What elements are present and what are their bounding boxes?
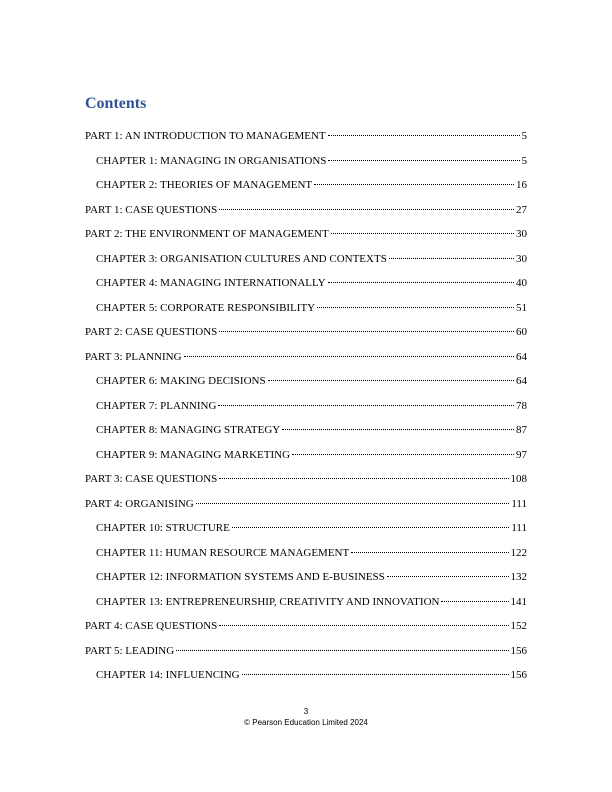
toc-entry-title: CHAPTER 13: ENTREPRENEURSHIP, CREATIVITY AND INNOVATION bbox=[96, 595, 440, 608]
toc-part-entry[interactable] bbox=[85, 124, 527, 149]
toc-part-entry[interactable] bbox=[85, 222, 527, 247]
toc-dot-leader bbox=[328, 160, 519, 161]
toc-entry-page-number: 87 bbox=[516, 424, 527, 436]
toc-dot-leader bbox=[268, 380, 514, 381]
toc-entry-title: CHAPTER 6: MAKING DECISIONS bbox=[96, 375, 266, 387]
toc-dot-leader bbox=[387, 576, 509, 577]
toc-dot-leader bbox=[196, 503, 510, 504]
toc-entry-page-number: 30 bbox=[516, 252, 527, 265]
toc-dot-leader bbox=[328, 282, 514, 283]
toc-entry-page-number: 152 bbox=[510, 620, 527, 632]
toc-part-entry[interactable] bbox=[85, 345, 527, 370]
toc-chapter-entry[interactable] bbox=[85, 663, 527, 688]
toc-dot-leader bbox=[351, 552, 508, 553]
toc-entry-title: PART 3: PLANNING bbox=[85, 350, 182, 363]
toc-part-entry[interactable] bbox=[85, 492, 527, 517]
toc-entry-title: CHAPTER 4: MANAGING INTERNATIONALLY bbox=[96, 277, 326, 289]
toc-entry-title: PART 1: AN INTRODUCTION TO MANAGEMENT bbox=[85, 130, 326, 142]
toc-dot-leader bbox=[232, 527, 509, 528]
toc-dot-leader bbox=[331, 233, 514, 234]
toc-chapter-entry[interactable] bbox=[85, 296, 527, 321]
toc-entry-page-number: 122 bbox=[510, 546, 527, 559]
toc-entry-title: CHAPTER 14: INFLUENCING bbox=[96, 669, 240, 681]
toc-chapter-entry[interactable] bbox=[85, 516, 527, 541]
toc-dot-leader bbox=[292, 454, 514, 455]
toc-chapter-entry[interactable] bbox=[85, 394, 527, 419]
toc-dot-leader bbox=[218, 405, 514, 406]
toc-chapter-entry[interactable] bbox=[85, 443, 527, 468]
toc-dot-leader bbox=[282, 429, 514, 430]
toc-entry-page-number: 64 bbox=[516, 350, 527, 363]
toc-entry-page-number: 141 bbox=[510, 595, 527, 608]
toc-entry-title: CHAPTER 9: MANAGING MARKETING bbox=[96, 448, 291, 461]
toc-part-entry[interactable] bbox=[85, 614, 527, 639]
toc-entry-title: CHAPTER 5: CORPORATE RESPONSIBILITY bbox=[96, 301, 316, 314]
toc-entry-page-number: 78 bbox=[516, 399, 527, 412]
toc-entry-page-number: 27 bbox=[516, 203, 527, 216]
toc-dot-leader bbox=[219, 478, 508, 479]
toc-chapter-entry[interactable] bbox=[85, 590, 527, 615]
toc-entry-page-number: 5 bbox=[521, 130, 527, 142]
contents-heading: Contents bbox=[85, 95, 147, 112]
toc-entry-page-number: 16 bbox=[516, 179, 527, 191]
toc-dot-leader bbox=[317, 307, 514, 308]
toc-entry-page-number: 5 bbox=[521, 154, 527, 167]
toc-entry-page-number: 111 bbox=[511, 522, 527, 534]
toc-dot-leader bbox=[314, 184, 514, 185]
toc-chapter-entry[interactable] bbox=[85, 149, 527, 174]
toc-entry-page-number: 108 bbox=[510, 473, 527, 485]
toc-dot-leader bbox=[441, 601, 508, 602]
toc-entry-page-number: 60 bbox=[516, 326, 527, 338]
toc-chapter-entry[interactable] bbox=[85, 418, 527, 443]
toc-part-entry[interactable] bbox=[85, 198, 527, 223]
table-of-contents bbox=[85, 124, 527, 688]
toc-entry-page-number: 51 bbox=[516, 301, 527, 314]
toc-entry-title: PART 1: CASE QUESTIONS bbox=[85, 203, 218, 216]
toc-dot-leader bbox=[219, 209, 514, 210]
toc-dot-leader bbox=[242, 674, 509, 675]
toc-dot-leader bbox=[389, 258, 514, 259]
toc-entry-title: CHAPTER 12: INFORMATION SYSTEMS AND E-BUSINESS bbox=[96, 571, 385, 583]
page-number: 3 bbox=[303, 707, 309, 716]
toc-entry-title: PART 2: CASE QUESTIONS bbox=[85, 326, 218, 338]
toc-part-entry[interactable] bbox=[85, 639, 527, 664]
toc-entry-page-number: 97 bbox=[516, 448, 527, 461]
toc-entry-page-number: 111 bbox=[511, 497, 527, 510]
toc-entry-title: PART 4: ORGANISING bbox=[85, 497, 194, 510]
toc-entry-title: PART 2: THE ENVIRONMENT OF MANAGEMENT bbox=[85, 228, 329, 240]
toc-entry-page-number: 156 bbox=[510, 669, 527, 681]
toc-dot-leader bbox=[184, 356, 514, 357]
toc-entry-page-number: 30 bbox=[516, 228, 527, 240]
toc-entry-page-number: 156 bbox=[510, 644, 527, 657]
toc-entry-page-number: 40 bbox=[516, 277, 527, 289]
toc-entry-title: CHAPTER 8: MANAGING STRATEGY bbox=[96, 424, 281, 436]
toc-chapter-entry[interactable] bbox=[85, 541, 527, 566]
toc-entry-title: PART 5: LEADING bbox=[85, 644, 175, 657]
toc-entry-title: CHAPTER 11: HUMAN RESOURCE MANAGEMENT bbox=[96, 546, 350, 559]
toc-chapter-entry[interactable] bbox=[85, 247, 527, 272]
toc-dot-leader bbox=[219, 625, 508, 626]
toc-entry-title: CHAPTER 1: MANAGING IN ORGANISATIONS bbox=[96, 154, 327, 167]
toc-entry-title: CHAPTER 7: PLANNING bbox=[96, 399, 217, 412]
toc-dot-leader bbox=[176, 650, 508, 651]
toc-entry-title: CHAPTER 2: THEORIES OF MANAGEMENT bbox=[96, 179, 313, 191]
toc-chapter-entry[interactable] bbox=[85, 271, 527, 296]
toc-dot-leader bbox=[328, 135, 520, 136]
toc-chapter-entry[interactable] bbox=[85, 173, 527, 198]
toc-dot-leader bbox=[219, 331, 514, 332]
toc-part-entry[interactable] bbox=[85, 320, 527, 345]
toc-part-entry[interactable] bbox=[85, 467, 527, 492]
toc-entry-page-number: 132 bbox=[510, 571, 527, 583]
toc-entry-page-number: 64 bbox=[516, 375, 527, 387]
copyright-notice: © Pearson Education Limited 2024 bbox=[244, 718, 368, 727]
toc-entry-title: CHAPTER 3: ORGANISATION CULTURES AND CONTEXTS bbox=[96, 252, 387, 265]
toc-entry-title: PART 4: CASE QUESTIONS bbox=[85, 620, 218, 632]
toc-chapter-entry[interactable] bbox=[85, 565, 527, 590]
toc-entry-title: CHAPTER 10: STRUCTURE bbox=[96, 522, 230, 534]
toc-chapter-entry[interactable] bbox=[85, 369, 527, 394]
toc-entry-title: PART 3: CASE QUESTIONS bbox=[85, 473, 218, 485]
